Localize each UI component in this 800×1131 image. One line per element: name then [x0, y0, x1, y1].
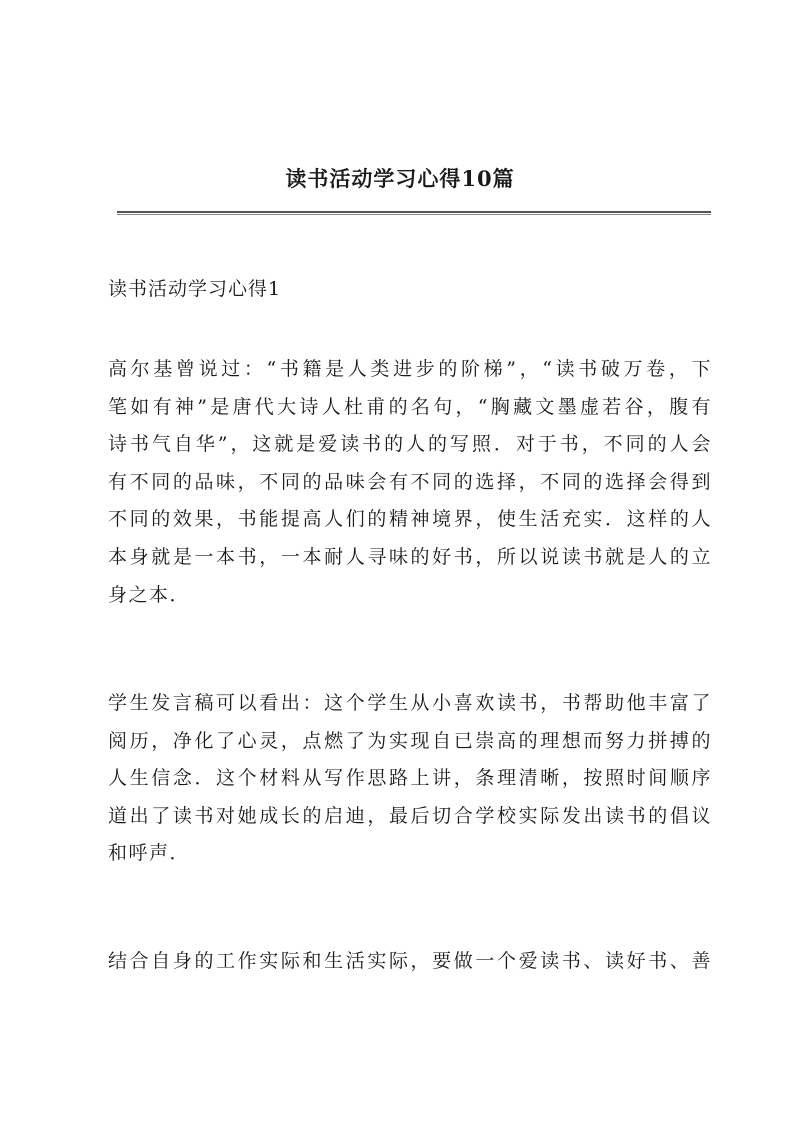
paragraph-line: 笔如有神”是唐代大诗人杜甫的名句，“胸藏文墨虚若谷，腹有	[108, 395, 712, 418]
paragraph-line: 本身就是一本书，一本耐人寻味的好书，所以说读书就是人的立	[108, 545, 712, 568]
paragraph-line: 有不同的品味，不同的品味会有不同的选择，不同的选择会得到	[108, 470, 712, 493]
paragraph-line: 学生发言稿可以看出：这个学生从小喜欢读书，书帮助他丰富了	[108, 692, 712, 714]
paragraph-line: 和呼声．	[108, 842, 191, 865]
page-title: 读书活动学习心得10篇	[285, 166, 515, 191]
paragraph-line: 不同的效果，书能提高人们的精神境界，使生活充实．这样的人	[108, 508, 712, 531]
paragraph-line: 诗书气自华”，这就是爱读书的人的写照．对于书，不同的人会	[108, 433, 712, 456]
paragraph-line: 高尔基曾说过：“书籍是人类进步的阶梯”，“读书破万卷，下	[108, 358, 712, 380]
paragraph-line: 人生信念．这个材料从写作思路上讲，条理清晰，按照时间顺序	[108, 767, 712, 790]
paragraph-line: 身之本．	[108, 583, 191, 606]
paragraph-3	[108, 943, 712, 981]
section-heading: 读书活动学习心得1	[108, 278, 282, 300]
paragraph-2	[108, 685, 712, 873]
paragraph-1	[108, 351, 712, 614]
title-divider	[117, 211, 711, 215]
paragraph-line: 道出了读书对她成长的启迪，最后切合学校实际发出读书的倡议	[108, 804, 712, 827]
paragraph-line: 结合自身的工作实际和生活实际，要做一个爱读书、读好书、善	[108, 950, 712, 972]
paragraph-line: 阅历，净化了心灵，点燃了为实现自已崇高的理想而努力拼搏的	[108, 729, 712, 752]
